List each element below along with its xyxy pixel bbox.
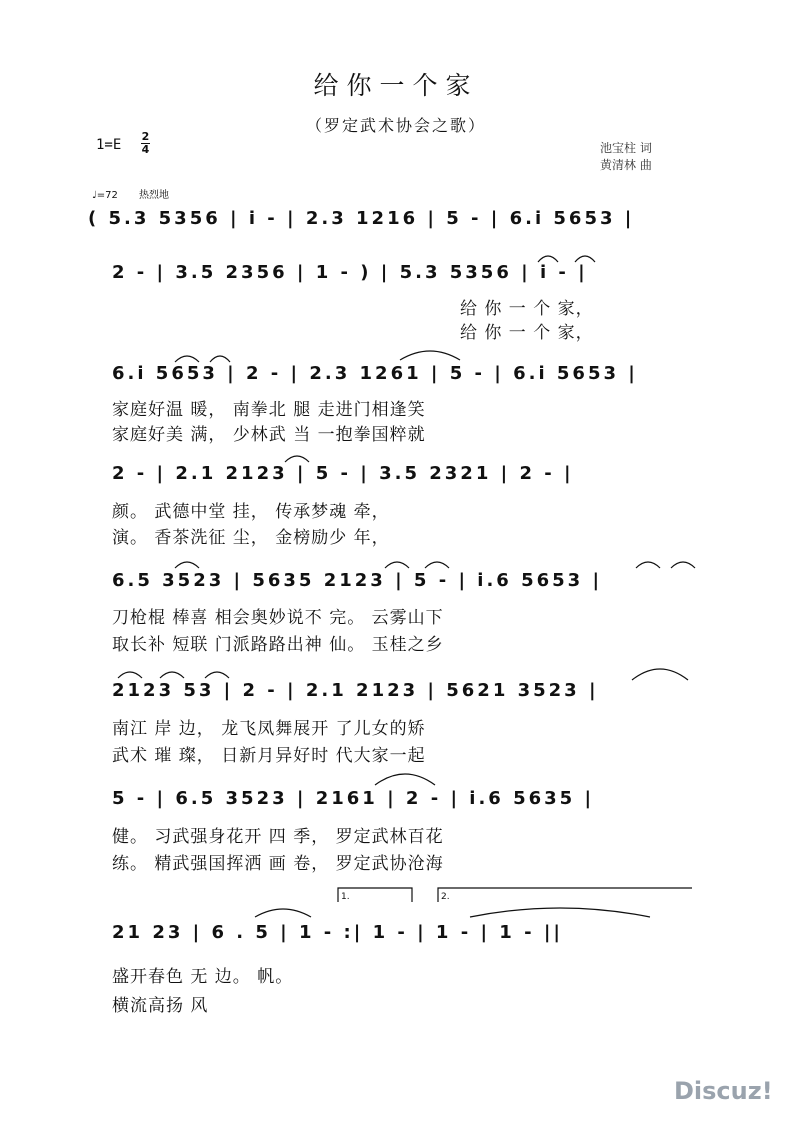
- slur-15: [632, 669, 688, 680]
- time-signature-top: 2: [141, 130, 150, 143]
- song-title: 给你一个家: [313, 71, 479, 100]
- music-line-7: 5 - | 6.5 3523 | 2161 | 2 - | i.6 5635 |: [112, 788, 595, 809]
- slur-12: [118, 672, 142, 678]
- music-line-2: 2 - | 3.5 2356 | 1 - ) | 5.3 5356 | i - |: [112, 262, 588, 283]
- slur-18: [470, 908, 650, 917]
- music-line-5: 6.5 3523 | 5635 2123 | 5 - | i.6 5653 |: [112, 570, 603, 591]
- watermark-logo: Discuz!: [674, 1077, 773, 1105]
- expression-marking: 热烈地: [139, 190, 170, 201]
- lyric-line-5-verse-2: 取长补 短联 门派路路出神 仙。 玉桂之乡: [112, 635, 444, 655]
- volta-bracket-2: [438, 888, 692, 902]
- lyric-line-8-verse-1: 盛开春色 无 边。 帆。: [112, 967, 294, 987]
- lyric-line-6-verse-1: 南江 岸 边， 龙飞凤舞展开 了儿女的矫: [112, 719, 426, 739]
- song-subtitle: （罗定武术协会之歌）: [305, 116, 486, 135]
- music-line-1: ( 5.3 5356 | i - | 2.3 1216 | 5 - | 6.i 5653 |: [88, 208, 635, 229]
- lyric-line-7-verse-1: 健。 习武强身花开 四 季， 罗定武林百花: [112, 827, 444, 847]
- lyric-line-2-verse-2: 给 你 一 个 家，: [460, 323, 594, 343]
- lyricist-credit: 池宝柱 词: [600, 141, 652, 155]
- tempo-value: ♩=72: [92, 190, 118, 201]
- key-signature: 1=E: [96, 137, 122, 153]
- volta-bracket-1: [338, 888, 412, 902]
- slur-1: [538, 256, 558, 262]
- slur-17: [255, 909, 311, 917]
- slur-11: [671, 562, 695, 568]
- music-line-4: 2 - | 2.1 2123 | 5 - | 3.5 2321 | 2 - |: [112, 463, 574, 484]
- lyric-line-7-verse-2: 练。 精武强国挥洒 画 卷， 罗定武协沧海: [112, 854, 444, 874]
- music-line-6: 2123 53 | 2 - | 2.1 2123 | 5621 3523 |: [112, 680, 599, 701]
- lyric-line-3-verse-2: 家庭好美 满， 少林武 当 一抱拳国粹就: [112, 425, 426, 445]
- lyric-line-5-verse-1: 刀枪棍 棒喜 相会奥妙说不 完。 云雾山下: [112, 608, 444, 628]
- lyric-line-6-verse-2: 武术 璀 璨， 日新月异好时 代大家一起: [112, 746, 426, 766]
- lyric-line-2-verse-1: 给 你 一 个 家，: [460, 299, 594, 319]
- slur-16: [375, 774, 435, 785]
- slur-3: [175, 356, 199, 362]
- volta-2-label: 2.: [441, 892, 450, 902]
- volta-1-label: 1.: [341, 892, 350, 902]
- lyric-line-4-verse-2: 演。 香茶洗征 尘， 金榜励少 年，: [112, 528, 390, 548]
- music-line-3: 6.i 5653 | 2 - | 2.3 1261 | 5 - | 6.i 5653 |: [112, 363, 638, 384]
- slur-7: [175, 562, 199, 568]
- slur-6: [285, 456, 309, 462]
- composer-credit: 黄清林 曲: [600, 158, 652, 172]
- lyric-line-8-verse-2: 横流高扬 风: [112, 996, 209, 1016]
- slur-10: [636, 562, 660, 568]
- slur-13: [160, 672, 184, 678]
- slur-4: [210, 356, 230, 362]
- lyric-line-4-verse-1: 颜。 武德中堂 挂， 传承梦魂 牵，: [112, 502, 390, 522]
- slur-9: [425, 562, 449, 568]
- slur-5: [400, 351, 460, 360]
- lyric-line-3-verse-1: 家庭好温 暖， 南拳北 腿 走进门相逢笑: [112, 400, 426, 420]
- slur-14: [205, 672, 229, 678]
- music-line-8: 21 23 | 6 . 5 | 1 - :| 1 - | 1 - | 1 - ||: [112, 922, 563, 943]
- slur-2: [575, 256, 595, 262]
- slur-8: [385, 562, 409, 568]
- time-signature-bottom: 4: [141, 143, 150, 156]
